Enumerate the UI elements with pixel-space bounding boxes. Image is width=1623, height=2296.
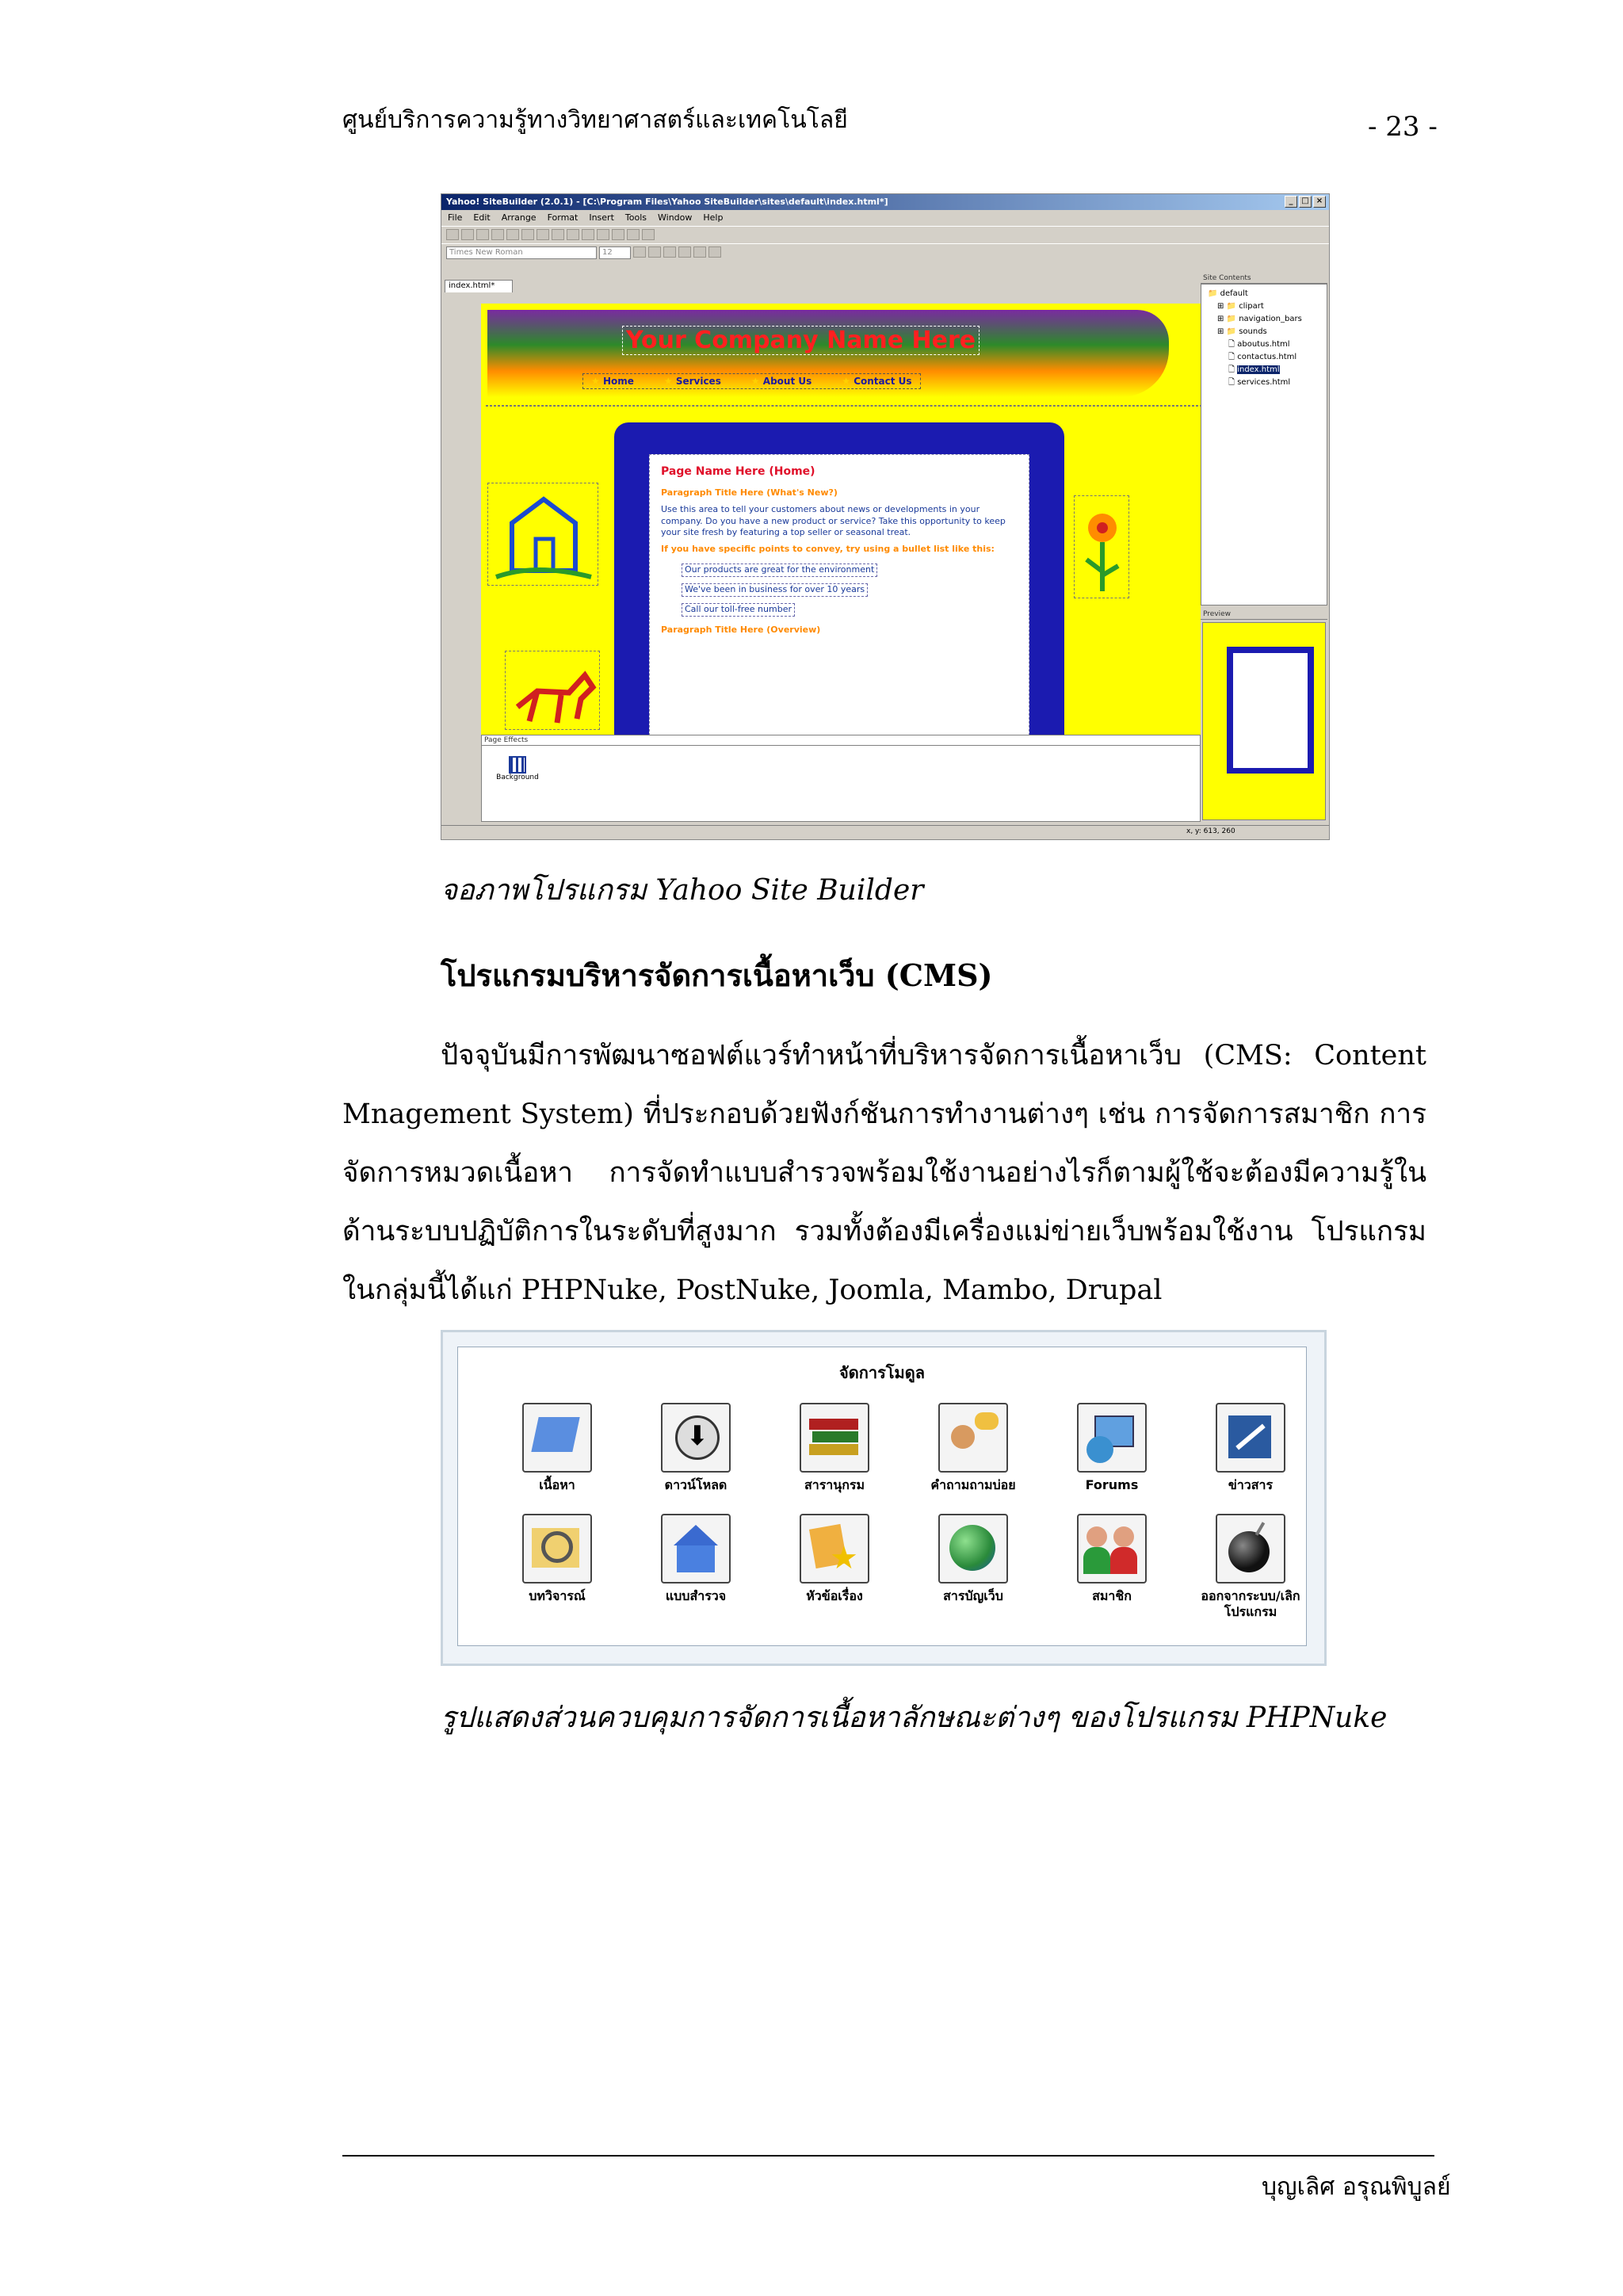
page-canvas [481,304,1209,735]
tree-item-folder[interactable]: ⊞ 📁 sounds [1217,327,1267,336]
dog-clipart[interactable] [505,651,600,730]
background-label: Background [496,774,539,781]
open-icon[interactable] [461,229,474,240]
download-icon: ⬇ [661,1403,731,1473]
faq-icon [938,1403,1008,1473]
tree-item-file[interactable]: 🗋 index.html [1228,365,1280,374]
align-left-icon[interactable] [678,246,691,258]
paragraph-line: Mnagement System) ที่ประกอบด้วยฟังก์ชันการทำงานต่างๆ เช่น การจัดการสมาชิก การ [342,1098,1426,1130]
font-name-select[interactable]: Times New Roman [446,246,597,259]
module-content[interactable]: เนื้อหา [490,1403,624,1493]
paragraph-line: ในกลุ่มนี้ได้แก่ PHPNuke, PostNuke, Joomla, Mambo, Drupal [342,1274,1163,1306]
copy-icon[interactable] [521,229,534,240]
nav-bar [582,373,921,389]
module-survey[interactable]: แบบสำรวจ [628,1514,763,1604]
minimize-button[interactable]: _ [1285,196,1297,208]
nav-services[interactable]: ★ Services [664,376,721,387]
cut-icon[interactable] [506,229,519,240]
preview-thumbnail[interactable] [1202,622,1326,820]
tree-item-file[interactable]: 🗋 aboutus.html [1228,340,1290,349]
dog-icon [506,651,601,731]
members-icon [1077,1514,1147,1584]
module-news[interactable]: ข่าวสาร [1183,1403,1318,1493]
bullet-intro[interactable]: If you have specific points to convey, try using a bullet list like this: [661,544,995,555]
nav-about[interactable]: ★ About Us [751,376,812,387]
menu-edit[interactable]: Edit [473,212,491,223]
news-icon [1216,1403,1285,1473]
footer-author: บุญเลิศ อรุณพิบูลย์ [1262,2173,1451,2201]
header-title: ศูนย์บริการความรู้ทางวิทยาศาสตร์และเทคโนโลยี [342,106,848,134]
footer-divider [342,2155,1434,2157]
menu-bar [441,211,1329,225]
module-download[interactable]: ⬇ ดาวน์โหลด [628,1403,763,1493]
redo-icon[interactable] [582,229,594,240]
save-icon[interactable] [476,229,489,240]
paragraph-text-1[interactable]: Use this area to tell your customers about news or developments in your company. Do you have a new product or service? Take this opportunity to keep your site fresh by featuring a top seller or seasonal treat. [661,503,1006,538]
topics-icon: ★ [800,1514,869,1584]
table-icon[interactable] [627,229,640,240]
align-center-icon[interactable] [693,246,706,258]
menu-format[interactable]: Format [547,212,579,223]
module-faq[interactable]: คำถามถามบ่อย [906,1403,1041,1493]
font-size-select[interactable]: 12 [599,246,631,259]
italic-icon[interactable] [648,246,661,258]
bold-icon[interactable] [633,246,646,258]
yahoo-sitebuilder-screenshot [441,193,1330,840]
books-icon [800,1403,869,1473]
paragraph-title-2[interactable]: Paragraph Title Here (Overview) [661,624,821,635]
paragraph-line: จัดการหมวดเนื้อหา การจัดทำแบบสำรวจพร้อมใช้งานอย่างไรก็ตามผู้ใช้จะต้องมีความรู้ใน [342,1157,1426,1189]
standard-toolbar [441,226,1329,243]
layout-guide [486,405,1202,407]
preview-label: Preview [1201,609,1327,620]
tree-item-file[interactable]: 🗋 services.html [1228,378,1291,387]
status-bar: x, y: 613, 260 [441,825,1330,839]
window-title: Yahoo! SiteBuilder (2.0.1) - [C:\Program Files\Yahoo SiteBuilder\sites\default\index.html*] [446,197,888,207]
tree-item-folder[interactable]: ⊞ 📁 clipart [1217,302,1264,311]
paragraph-line: ด้านระบบปฏิบัติการในระดับที่สูงมาก รวมทั้งต้องมีเครื่องแม่ข่ายเว็บพร้อมใช้งาน โปรแกรม [342,1216,1426,1247]
menu-help[interactable]: Help [703,212,724,223]
house-icon [488,483,599,586]
menu-tools[interactable]: Tools [624,212,647,223]
nav-contact[interactable]: ★ Contact Us [842,376,911,387]
bullet-item[interactable]: We've been in business for over 10 years [682,583,868,597]
house-clipart[interactable] [487,483,598,586]
module-web-links[interactable]: สารบัญเว็บ [906,1514,1041,1604]
module-reviews[interactable]: บทวิจารณ์ [490,1514,624,1604]
bullet-item[interactable]: Call our toll-free number [682,603,795,617]
company-name[interactable]: Your Company Name Here [622,326,980,355]
flower-icon [1075,496,1130,599]
background-effect[interactable] [490,756,545,781]
module-encyclopedia[interactable]: สารานุกรม [767,1403,902,1493]
page-number: - 23 - [1368,111,1438,143]
paste-icon[interactable] [537,229,549,240]
paragraph-title-1[interactable]: Paragraph Title Here (What's New?) [661,487,838,498]
tree-item-folder[interactable]: ⊞ 📁 navigation_bars [1217,315,1302,323]
survey-icon [661,1514,731,1584]
nav-home[interactable]: ★ Home [591,376,634,387]
page-effects-label: Page Effects [482,735,1200,746]
module-topics[interactable]: ★ หัวข้อเรื่อง [767,1514,902,1604]
banner [487,310,1169,397]
align-right-icon[interactable] [708,246,721,258]
menu-arrange[interactable]: Arrange [501,212,537,223]
module-forums[interactable]: Forums [1044,1403,1179,1493]
tree-item-default[interactable]: 📁 default [1208,289,1248,298]
bomb-icon [1216,1514,1285,1584]
modules-title: จัดการโมดูล [839,1363,925,1382]
page-name[interactable]: Page Name Here (Home) [661,465,815,478]
new-icon[interactable] [446,229,459,240]
section-heading: โปรแกรมบริหารจัดการเนื้อหาเว็บ (CMS) [441,957,993,993]
underline-icon[interactable] [663,246,676,258]
menu-insert[interactable]: Insert [589,212,614,223]
tree-item-file[interactable]: 🗋 contactus.html [1228,353,1297,361]
image-icon[interactable] [612,229,624,240]
site-contents-label: Site Contents [1201,273,1327,284]
caption-2: รูปแสดงส่วนควบคุมการจัดการเนื้อหาลักษณะต่างๆ ของโปรแกรม PHPNuke [441,1702,1388,1734]
menu-file[interactable]: File [448,212,463,223]
reviews-icon [522,1514,592,1584]
page-effects-panel [481,735,1201,822]
globe-icon [938,1514,1008,1584]
background-icon [509,756,526,774]
close-button[interactable]: × [1313,196,1326,208]
preview-icon[interactable] [491,229,504,240]
menu-window[interactable]: Window [658,212,693,223]
flower-clipart[interactable] [1074,495,1129,598]
module-members[interactable]: สมาชิก [1044,1514,1179,1604]
window-titlebar [441,194,1329,210]
side-panel [1201,273,1327,831]
content-icon [522,1403,592,1473]
forums-icon [1077,1403,1147,1473]
document-tab[interactable]: index.html* [445,280,513,292]
paragraph-line: ปัจจุบันมีการพัฒนาซอฟต์แวร์ทำหน้าที่บริหารจัดการเนื้อหาเว็บ (CMS: Content [441,1040,1426,1072]
content-area [649,454,1029,735]
link-icon[interactable] [642,229,655,240]
undo-icon[interactable] [567,229,579,240]
text-icon[interactable] [597,229,609,240]
site-tree [1201,284,1327,606]
maximize-button[interactable]: □ [1299,196,1312,208]
delete-icon[interactable] [552,229,564,240]
caption-1: จอภาพโปรแกรม Yahoo Site Builder [441,874,924,907]
format-toolbar [441,243,1329,261]
phpnuke-modules-screenshot [441,1330,1327,1666]
module-logout[interactable]: ออกจากระบบ/เลิก โปรแกรม [1183,1514,1318,1620]
bullet-item[interactable]: Our products are great for the environment [682,563,877,577]
